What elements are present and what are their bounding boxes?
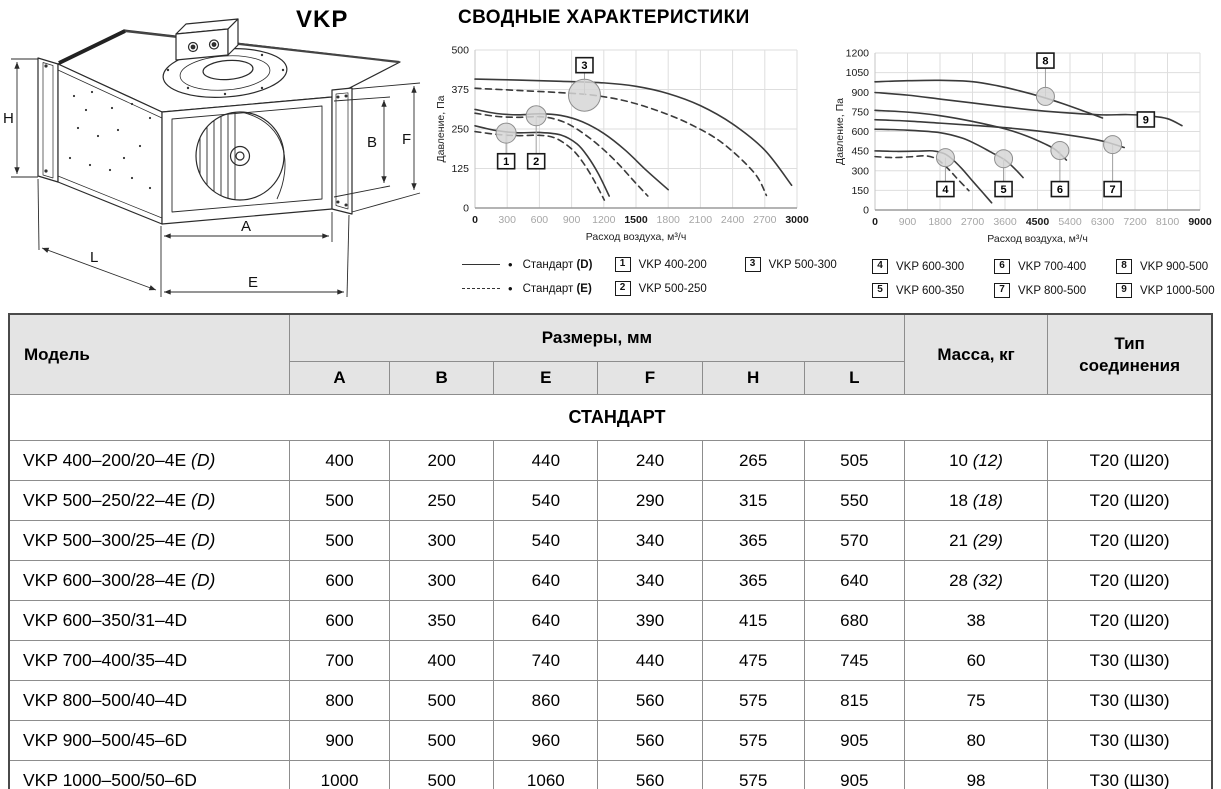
curve-point-marker xyxy=(496,123,516,143)
legend-model-item xyxy=(994,282,1116,299)
dim-cell: 1000 xyxy=(289,761,389,789)
dim-cell: 500 xyxy=(289,481,389,521)
dim-cell: 440 xyxy=(494,441,598,481)
curve-VKP 600-300 Стандарт (D) xyxy=(875,151,992,203)
x-tick-label: 8100 xyxy=(1155,216,1180,228)
mass-cell: 21 (29) xyxy=(904,521,1047,561)
spec-table-body xyxy=(9,395,1212,789)
table-row xyxy=(9,761,1212,789)
dim-cell: 505 xyxy=(804,441,904,481)
x-tick-label: 6300 xyxy=(1090,216,1115,228)
dim-cell: 560 xyxy=(598,721,702,761)
dim-cell: 540 xyxy=(494,481,598,521)
y-axis-label: Давление, Па xyxy=(435,95,447,163)
dim-cell: 290 xyxy=(598,481,702,521)
x-axis-label: Расход воздуха, м³/ч xyxy=(987,233,1088,245)
dim-cell: 500 xyxy=(390,681,494,721)
x-tick-label: 0 xyxy=(872,216,878,228)
y-tick-label: 0 xyxy=(863,204,869,217)
curve-number-box: 2 xyxy=(615,281,631,296)
chart-grid xyxy=(475,50,797,208)
col-header-connection: Тип соединения xyxy=(1048,314,1212,395)
x-tick-label: 1800 xyxy=(656,214,680,226)
curve-number: 5 xyxy=(1000,184,1007,197)
dim-cell: 860 xyxy=(494,681,598,721)
curve-number-box: 4 xyxy=(872,259,888,274)
legend-model-item xyxy=(745,256,875,273)
table-row xyxy=(9,481,1212,521)
connection-cell: Т30 (Ш30) xyxy=(1048,761,1212,789)
model-cell: VKP 900–500/45–6D xyxy=(9,721,289,761)
legend-model-label: VKP 600-300 xyxy=(896,260,965,273)
legend-chart1 xyxy=(462,256,882,304)
legend-model-item xyxy=(872,258,994,275)
y-tick-label: 0 xyxy=(463,202,469,215)
y-tick-label: 450 xyxy=(851,145,869,158)
y-axis-label: Давление, Па xyxy=(834,98,846,165)
legend-model-label: VKP 500-250 xyxy=(638,282,707,295)
dim-cell: 365 xyxy=(702,561,804,601)
legend-model-item xyxy=(1116,258,1221,275)
y-tick-label: 375 xyxy=(451,84,469,96)
legend-model-item xyxy=(1116,282,1221,299)
curve-number: 4 xyxy=(942,184,949,197)
legend-row xyxy=(462,280,882,297)
connection-cell: Т20 (Ш20) xyxy=(1048,561,1212,601)
dim-cell: 745 xyxy=(804,641,904,681)
dim-cell: 575 xyxy=(702,681,804,721)
line-style-label: Стандарт (E) xyxy=(522,282,592,295)
table-row xyxy=(9,441,1212,481)
curve-number: 2 xyxy=(533,156,540,169)
curve-number-box: 6 xyxy=(994,259,1010,274)
table-row xyxy=(9,721,1212,761)
dim-cell: 415 xyxy=(702,601,804,641)
x-axis-label: Расход воздуха, м³/ч xyxy=(585,231,687,243)
model-cell: VKP 500–300/25–4E (D) xyxy=(9,521,289,561)
dim-cell: 200 xyxy=(390,441,494,481)
mass-cell: 18 (18) xyxy=(904,481,1047,521)
dim-cell: 640 xyxy=(494,601,598,641)
dim-cell: 265 xyxy=(702,441,804,481)
curve-number-box: 5 xyxy=(872,283,888,298)
curve-number: 9 xyxy=(1142,114,1149,127)
legend-chart2 xyxy=(872,258,1221,306)
curve-number-box: 3 xyxy=(745,257,761,272)
dim-cell: 500 xyxy=(289,521,389,561)
y-tick-label: 1200 xyxy=(845,47,869,60)
curve-point-marker xyxy=(568,79,600,111)
dim-cell: 905 xyxy=(804,721,904,761)
dim-cell: 905 xyxy=(804,761,904,789)
product-code: VKP xyxy=(296,6,349,33)
bullet-icon: • xyxy=(508,280,513,296)
model-cell: VKP 800–500/40–4D xyxy=(9,681,289,721)
legend-column xyxy=(1116,258,1221,306)
model-cell: VKP 700–400/35–4D xyxy=(9,641,289,681)
model-cell: VKP 400–200/20–4E (D) xyxy=(9,441,289,481)
dashed-line-sample-icon xyxy=(462,288,500,289)
legend-row xyxy=(462,256,882,273)
table-row xyxy=(9,561,1212,601)
spec-table xyxy=(8,313,1213,789)
mass-cell: 75 xyxy=(904,681,1047,721)
table-row xyxy=(9,601,1212,641)
dim-cell: 600 xyxy=(289,561,389,601)
dim-cell: 960 xyxy=(494,721,598,761)
curve-number-box: 8 xyxy=(1116,259,1132,274)
x-tick-label: 2700 xyxy=(960,216,985,228)
curve-VKP 800-500 xyxy=(875,120,1124,148)
dim-label-B: B xyxy=(367,134,378,151)
curve-point-marker xyxy=(526,106,546,126)
dim-cell: 800 xyxy=(289,681,389,721)
table-row xyxy=(9,681,1212,721)
dim-cell: 560 xyxy=(598,681,702,721)
y-tick-label: 900 xyxy=(851,86,869,99)
dim-cell: 640 xyxy=(804,561,904,601)
dim-label-A: A xyxy=(241,218,252,235)
curve-VKP 1000-500 xyxy=(875,93,1182,126)
legend-model-label: VKP 600-350 xyxy=(896,284,965,297)
col-header-A: A xyxy=(289,362,389,395)
col-header-mass: Масса, кг xyxy=(904,314,1047,395)
dim-cell: 700 xyxy=(289,641,389,681)
y-tick-label: 750 xyxy=(851,106,869,119)
y-tick-label: 125 xyxy=(451,163,469,175)
x-tick-label: 2700 xyxy=(753,214,777,226)
col-header-model: Модель xyxy=(9,314,289,395)
legend-model-label: VKP 1000-500 xyxy=(1140,284,1215,297)
connection-cell: Т20 (Ш20) xyxy=(1048,481,1212,521)
x-tick-label: 1500 xyxy=(624,214,648,226)
legend-model-label: VKP 500-300 xyxy=(768,258,837,271)
dim-cell: 240 xyxy=(598,441,702,481)
curve-number: 8 xyxy=(1042,55,1049,68)
col-header-dims-group: Размеры, мм xyxy=(289,314,904,362)
outlet-opening xyxy=(162,97,332,224)
performance-chart-large-models xyxy=(832,36,1221,250)
dim-cell: 640 xyxy=(494,561,598,601)
x-tick-label: 5400 xyxy=(1058,216,1082,228)
curve-number-box: 7 xyxy=(994,283,1010,298)
x-tick-label: 600 xyxy=(530,214,549,226)
dim-cell: 300 xyxy=(390,561,494,601)
spec-table-wrap xyxy=(8,313,1213,789)
mass-cell: 98 xyxy=(904,761,1047,789)
connection-cell: Т30 (Ш30) xyxy=(1048,721,1212,761)
mass-cell: 28 (32) xyxy=(904,561,1047,601)
legend-model-item xyxy=(872,282,994,299)
dim-cell: 500 xyxy=(390,761,494,789)
dim-cell: 365 xyxy=(702,521,804,561)
dim-cell: 560 xyxy=(598,761,702,789)
x-tick-label: 3600 xyxy=(993,216,1017,228)
x-tick-label: 0 xyxy=(472,214,478,226)
dim-cell: 340 xyxy=(598,561,702,601)
legend-model-label: VKP 400-200 xyxy=(638,258,707,271)
left-flange xyxy=(38,58,58,182)
curve-point-marker xyxy=(1036,87,1054,105)
dim-cell: 315 xyxy=(702,481,804,521)
x-tick-label: 1200 xyxy=(592,214,616,226)
curve-number-box: 9 xyxy=(1116,283,1132,298)
col-header-F: F xyxy=(598,362,702,395)
connection-cell: Т20 (Ш20) xyxy=(1048,521,1212,561)
x-tick-label: 9000 xyxy=(1188,216,1212,228)
col-header-B: B xyxy=(390,362,494,395)
x-tick-label: 1800 xyxy=(928,216,952,228)
dim-cell: 300 xyxy=(390,521,494,561)
curve-number-box: 1 xyxy=(615,257,631,272)
x-tick-label: 300 xyxy=(498,214,516,226)
dim-cell: 475 xyxy=(702,641,804,681)
legend-model-item xyxy=(615,256,745,273)
y-tick-label: 300 xyxy=(851,165,869,178)
dim-cell: 575 xyxy=(702,721,804,761)
dim-cell: 340 xyxy=(598,521,702,561)
dim-cell: 900 xyxy=(289,721,389,761)
connection-cell: Т30 (Ш30) xyxy=(1048,641,1212,681)
connection-cell: Т30 (Ш30) xyxy=(1048,681,1212,721)
model-cell: VKP 1000–500/50–6D xyxy=(9,761,289,789)
connection-cell: Т20 (Ш20) xyxy=(1048,601,1212,641)
performance-chart-small-models xyxy=(433,36,830,250)
x-tick-label: 2400 xyxy=(720,214,745,226)
y-tick-label: 600 xyxy=(851,126,869,138)
y-tick-label: 1050 xyxy=(845,67,869,80)
dim-cell: 350 xyxy=(390,601,494,641)
x-tick-label: 2100 xyxy=(688,214,713,226)
dim-cell: 250 xyxy=(390,481,494,521)
fan-body xyxy=(38,19,400,224)
y-tick-label: 500 xyxy=(451,44,469,57)
dim-cell: 575 xyxy=(702,761,804,789)
legend-model-label: VKP 800-500 xyxy=(1018,284,1087,297)
col-header-E: E xyxy=(494,362,598,395)
dim-cell: 550 xyxy=(804,481,904,521)
section-label: СТАНДАРТ xyxy=(9,395,1212,441)
curve-point-marker xyxy=(1051,141,1069,159)
col-header-L: L xyxy=(804,362,904,395)
page-title: СВОДНЫЕ ХАРАКТЕРИСТИКИ xyxy=(458,7,750,28)
x-tick-label: 900 xyxy=(898,216,917,228)
curve-VKP 500-300 Стандарт (E) xyxy=(475,88,766,195)
curve-number: 7 xyxy=(1109,184,1116,197)
connection-cell: Т20 (Ш20) xyxy=(1048,441,1212,481)
table-row xyxy=(9,641,1212,681)
dim-label-H: H xyxy=(3,110,14,127)
dim-label-F: F xyxy=(402,131,412,148)
dim-cell: 390 xyxy=(598,601,702,641)
dim-cell: 740 xyxy=(494,641,598,681)
x-tick-label: 900 xyxy=(562,214,581,226)
dim-cell: 680 xyxy=(804,601,904,641)
line-style-label: Стандарт (D) xyxy=(522,258,593,271)
x-tick-label: 3000 xyxy=(785,214,809,226)
curve-point-marker xyxy=(995,150,1013,168)
model-cell: VKP 500–250/22–4E (D) xyxy=(9,481,289,521)
legend-model-item xyxy=(994,258,1116,275)
dim-label-E: E xyxy=(248,274,259,291)
legend-column xyxy=(872,258,994,306)
dim-cell: 400 xyxy=(390,641,494,681)
section-row xyxy=(9,395,1212,441)
legend-model-item xyxy=(615,280,745,297)
dim-cell: 1060 xyxy=(494,761,598,789)
y-tick-label: 250 xyxy=(451,123,469,136)
col-header-H: H xyxy=(702,362,804,395)
dim-cell: 570 xyxy=(804,521,904,561)
y-tick-label: 150 xyxy=(851,184,869,197)
legend-column xyxy=(994,258,1116,306)
table-row xyxy=(9,521,1212,561)
mass-cell: 38 xyxy=(904,601,1047,641)
curve-point-marker xyxy=(1104,136,1122,154)
model-cell: VKP 600–300/28–4E (D) xyxy=(9,561,289,601)
curve-point-marker xyxy=(936,149,954,167)
dim-label-L: L xyxy=(90,249,99,266)
fan-isometric-drawing xyxy=(0,0,430,310)
bullet-icon: • xyxy=(508,256,513,272)
model-cell: VKP 600–350/31–4D xyxy=(9,601,289,641)
solid-line-sample-icon xyxy=(462,264,500,265)
dim-cell: 440 xyxy=(598,641,702,681)
dim-cell: 400 xyxy=(289,441,389,481)
dim-cell: 540 xyxy=(494,521,598,561)
mass-cell: 80 xyxy=(904,721,1047,761)
mass-cell: 60 xyxy=(904,641,1047,681)
x-tick-label: 4500 xyxy=(1025,216,1050,228)
dim-cell: 500 xyxy=(390,721,494,761)
curve-number: 3 xyxy=(581,60,588,73)
curve-number: 1 xyxy=(503,156,510,169)
dim-line-L xyxy=(42,248,156,290)
x-tick-label: 7200 xyxy=(1123,216,1147,228)
dim-cell: 815 xyxy=(804,681,904,721)
curve-number: 6 xyxy=(1056,184,1063,197)
dim-cell: 600 xyxy=(289,601,389,641)
legend-model-label: VKP 900-500 xyxy=(1140,260,1209,273)
mass-cell: 10 (12) xyxy=(904,441,1047,481)
legend-model-label: VKP 700-400 xyxy=(1018,260,1087,273)
terminal-box xyxy=(176,19,238,60)
